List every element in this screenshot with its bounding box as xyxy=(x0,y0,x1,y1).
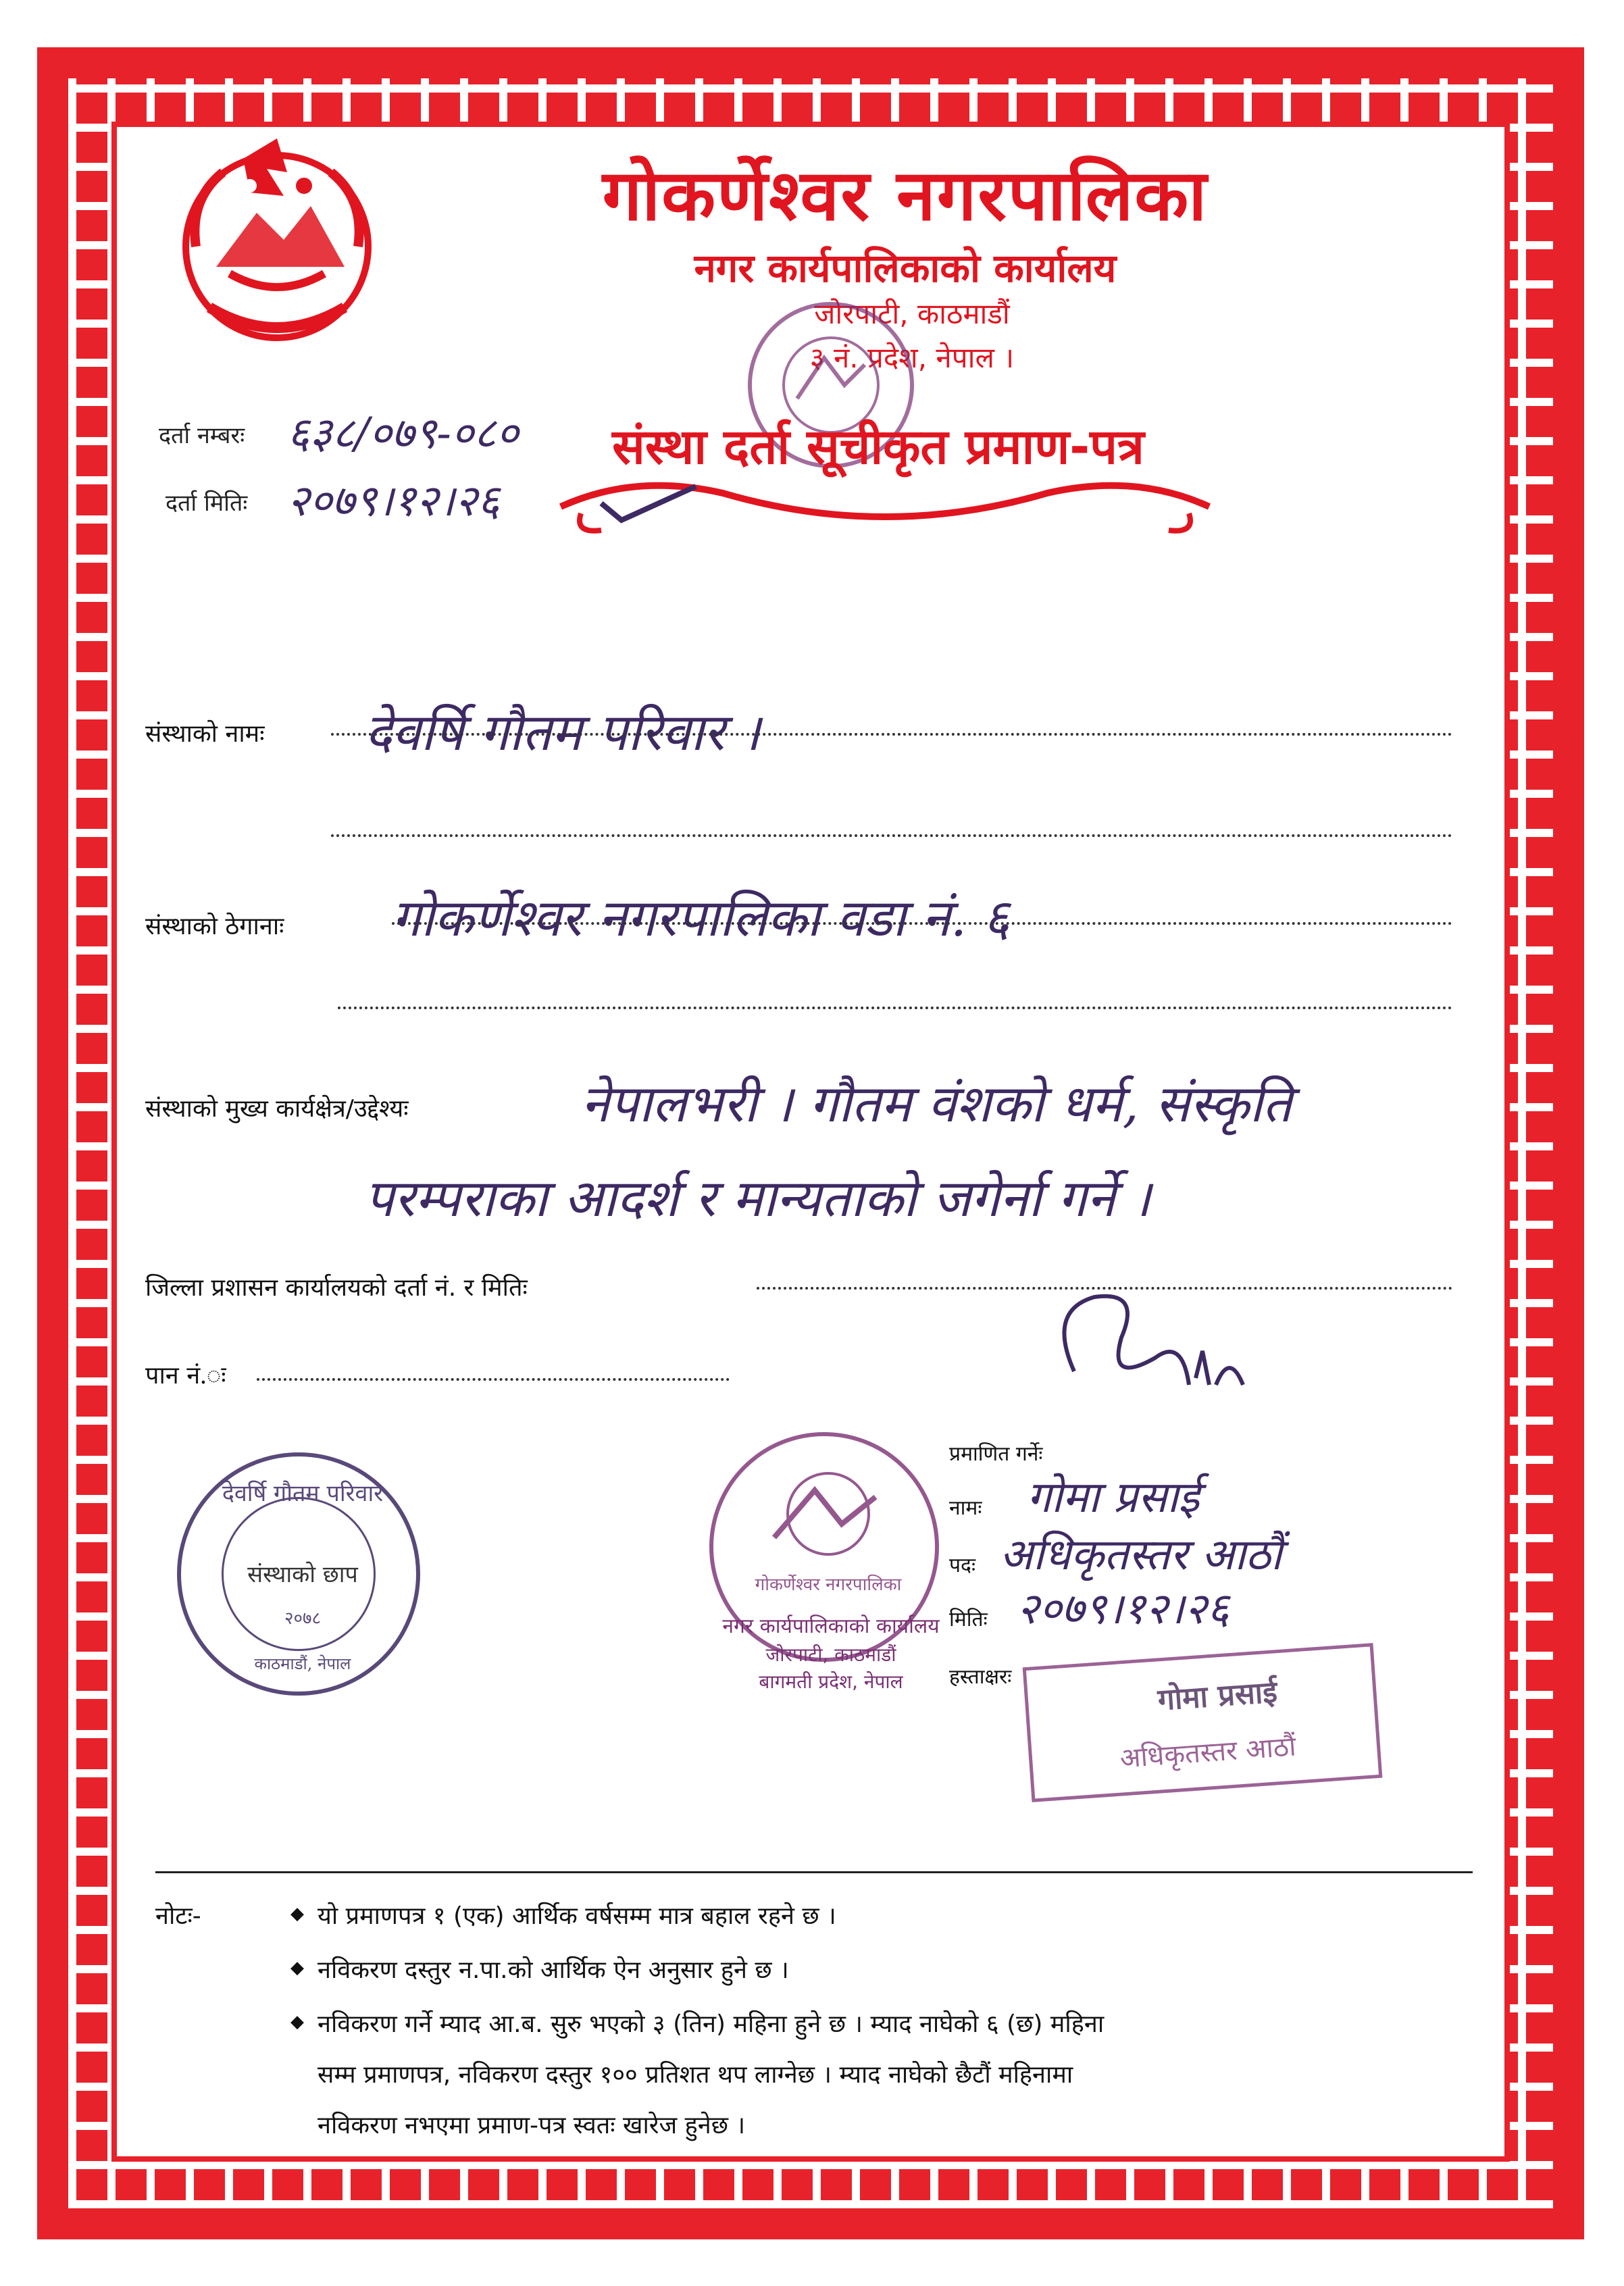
name-dotted-line xyxy=(331,733,1452,736)
check-mark xyxy=(594,480,703,527)
note-item-2: नविकरण दस्तुर न.पा.को आर्थिक ऐन अनुसार हुने छ । xyxy=(318,1956,789,1984)
notes-divider xyxy=(155,1871,1473,1873)
address-dotted-line xyxy=(392,922,1452,925)
org-purpose-line-1: नेपालभरी । गौतम वंशको धर्म, संस्कृति xyxy=(581,1073,1292,1134)
office-seal-emblem xyxy=(761,1463,896,1565)
page-number-label: पान नं.ः xyxy=(145,1362,226,1390)
name-dotted-line-2 xyxy=(331,834,1452,837)
certifier-rubber-stamp xyxy=(1023,1643,1383,1802)
certificate-title: संस्था दर्ता सूचीकृत प्रमाण-पत्र xyxy=(612,418,1144,475)
certifier-name-label: नामः xyxy=(949,1496,982,1520)
bullet-icon: ◆ xyxy=(290,1904,304,1924)
office-seal-line-3: जोरपाटी, काठमाडौं xyxy=(765,1644,896,1666)
nepal-emblem-logo xyxy=(169,132,385,355)
stamp-name: गोमा प्रसाई xyxy=(1157,1675,1279,1718)
registration-number-value: ६३८/०७९-०८० xyxy=(287,409,519,459)
org-address-value: गोकर्णेश्वर नगरपालिका वडा नं. ६ xyxy=(392,888,1010,948)
note-item-3-cont-2: नविकरण नभएमा प्रमाण-पत्र स्वतः खारेज हुनेछ । xyxy=(318,2112,746,2139)
address-line-1: जोरपाटी, काठमाडौं xyxy=(814,297,1010,330)
org-purpose-line-2: परम्पराका आदर्श र मान्यताको जगेर्ना गर्ने । xyxy=(365,1168,1151,1228)
office-subtitle: नगर कार्यपालिकाको कार्यालय xyxy=(694,245,1117,291)
certifier-post-value: अधिकृतस्तर आठौं xyxy=(1000,1530,1282,1580)
bullet-icon: ◆ xyxy=(290,1958,304,1978)
page-dotted-line xyxy=(257,1378,730,1381)
address-dotted-line-2 xyxy=(338,1007,1452,1009)
note-item-3: नविकरण गर्ने म्याद आ.ब. सुरु भएको ३ (तिन) महिना हुने छ । म्याद नाघेको ६ (छ) महिना xyxy=(318,2010,1105,2038)
certifier-date-value: २०७९।१२।२६ xyxy=(1017,1584,1229,1634)
bullet-icon: ◆ xyxy=(290,2012,304,2032)
stamp-post: अधिकृतस्तर आठौं xyxy=(1119,1731,1297,1775)
org-name-label: संस्थाको नामः xyxy=(145,720,265,748)
org-seal xyxy=(177,1452,420,1696)
org-purpose-label: संस्थाको मुख्य कार्यक्षेत्र/उद्देश्यः xyxy=(145,1095,409,1123)
org-seal-top-text: देवर्षि गौतम परिवार xyxy=(222,1480,384,1507)
district-reg-label: जिल्ला प्रशासन कार्यालयको दर्ता नं. र मितिः xyxy=(145,1274,528,1302)
signature-image xyxy=(1034,1284,1263,1439)
note-item-1: यो प्रमाणपत्र १ (एक) आर्थिक वर्षसम्म मात्र बहाल रहने छ । xyxy=(318,1902,836,1930)
registration-date-label: दर्ता मितिः xyxy=(166,490,248,517)
org-address-label: संस्थाको ठेगानाः xyxy=(145,913,284,940)
org-seal-bottom-text: काठमाडौं, नेपाल xyxy=(254,1654,351,1673)
certifier-date-label: मितिः xyxy=(949,1608,988,1631)
office-seal-line-1: गोकर्णेश्वर नगरपालिका xyxy=(755,1575,902,1595)
notes-label: नोटः- xyxy=(155,1902,201,1930)
certifier-heading: प्रमाणित गर्नेः xyxy=(949,1442,1043,1466)
office-seal-line-2: नगर कार्यपालिकाको कार्यालय xyxy=(722,1615,940,1638)
org-seal-center-text: संस्थाको छाप xyxy=(247,1561,358,1588)
certifier-signature-label: हस्ताक्षरः xyxy=(949,1665,1012,1689)
org-seal-year: २०७८ xyxy=(284,1608,322,1629)
note-item-3-cont-1: सम्म प्रमाणपत्र, नविकरण दस्तुर १०० प्रतिशत थप लाग्नेछ । म्याद नाघेको छैटौं महिनामा xyxy=(318,2061,1073,2089)
org-name-value: देवर्षि गौतम परिवार । xyxy=(365,702,761,762)
registration-date-value: २०७९।१२।२६ xyxy=(287,476,500,526)
address-line-2: ३ नं. प्रदेश, नेपाल । xyxy=(809,341,1015,374)
certifier-post-label: पदः xyxy=(949,1554,976,1577)
certifier-name-value: गोमा प्रसाई xyxy=(1027,1473,1200,1523)
office-seal-line-4: बागमती प्रदेश, नेपाल xyxy=(759,1671,903,1693)
registration-number-label: दर्ता नम्बरः xyxy=(159,422,245,449)
municipality-title: गोकर्णेश्वर नगरपालिका xyxy=(602,154,1209,236)
